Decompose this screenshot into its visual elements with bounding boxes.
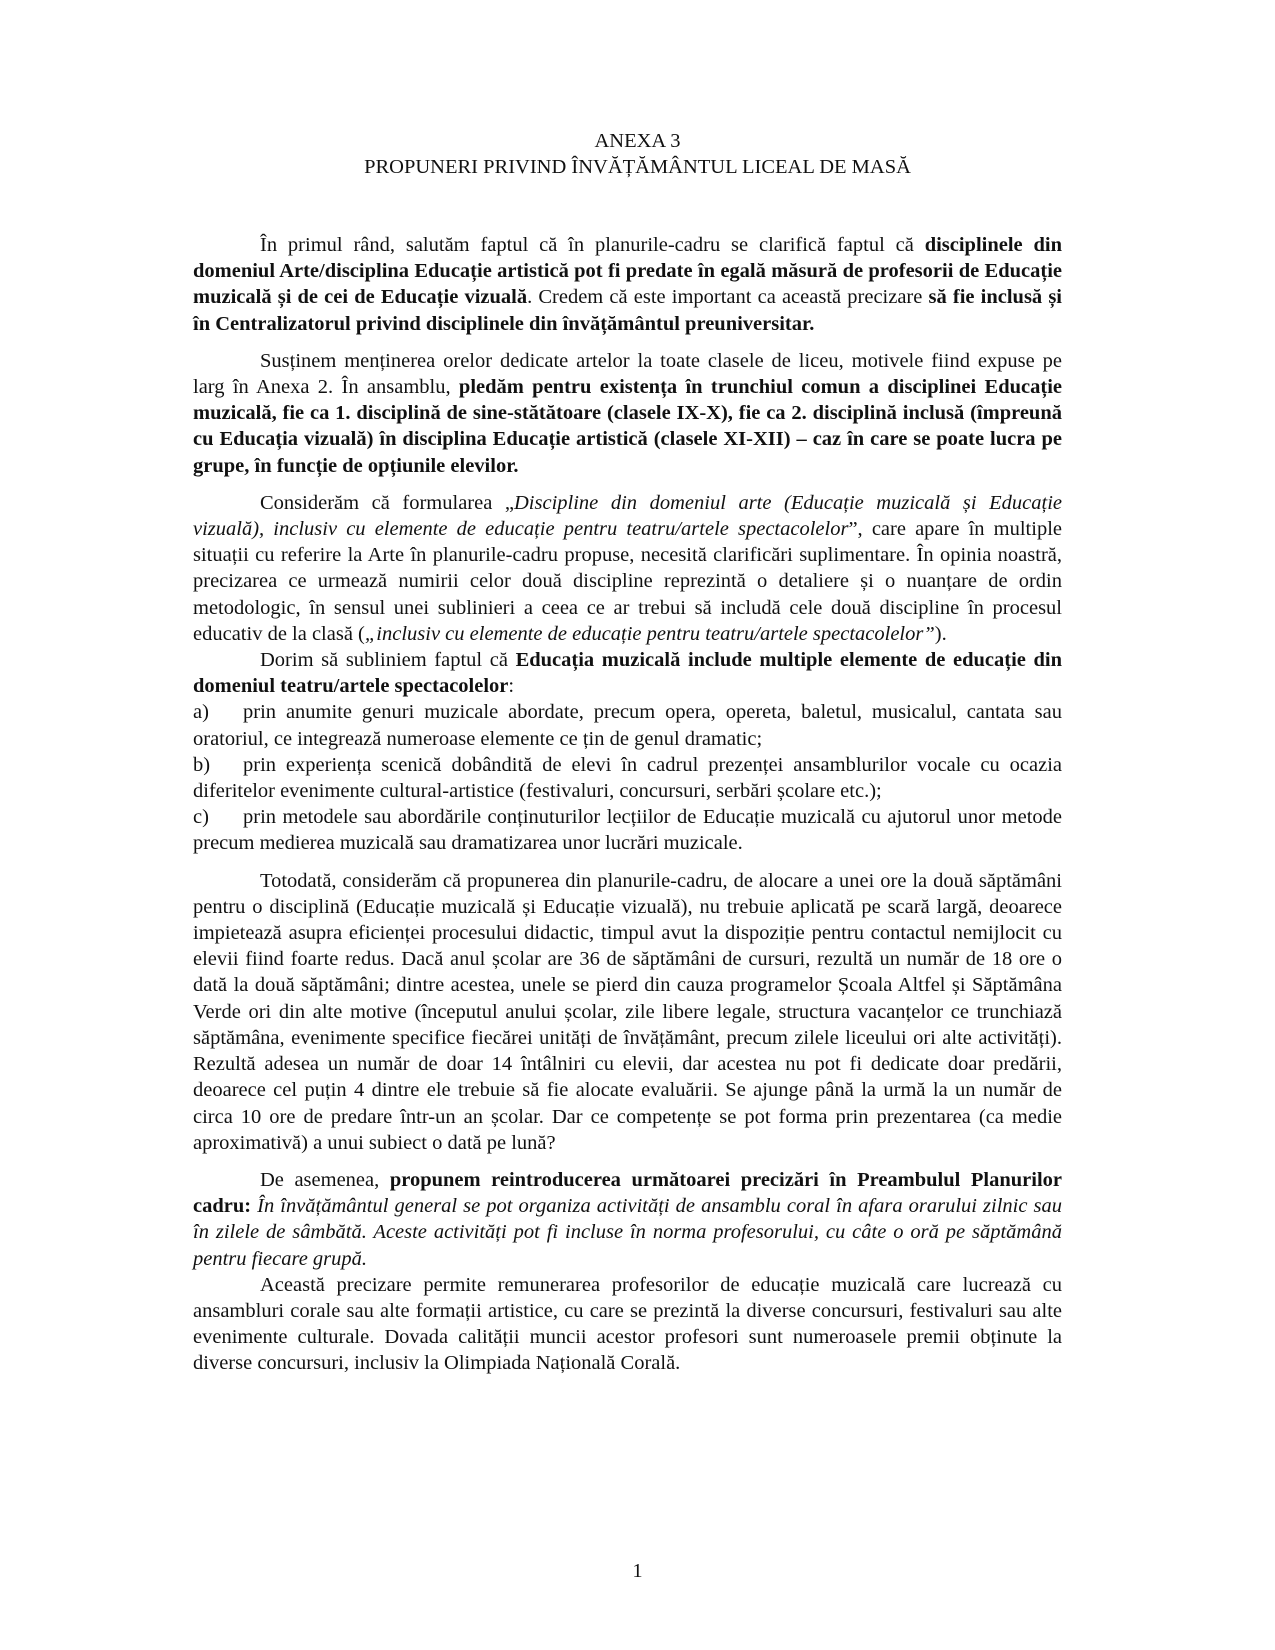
emphasis: să fie inclusă și în Centralizatorul privind disciplinele din învățământul preuniversitar. (193, 286, 1062, 335)
list-marker: a) (193, 701, 209, 724)
emphasis: Educația muzicală include multiple elemente de educație din domeniul teatru/artele spectacolelor (193, 649, 1062, 698)
emphasis: pledăm pentru existența în trunchiul comun a disciplinei Educație muzicală, fie ca 1. disciplină de sine-stătătoare (clasele IX-X), fie ca 2. disciplină inclusă (împreună cu Educația vizuală) în disciplina Educație artistică (clasele XI-XII) – caz în care se poate lucra pe grupe, în funcție de opțiunile elevilor. (193, 376, 1062, 477)
emphasis: disciplinele din domeniul Arte/disciplina Educație artistică pot fi predate în egală măsură de profesorii de Educație muzicală și de cei de Educație vizuală (193, 234, 1062, 309)
paragraph-remuneration: Această precizare permite remunerarea profesorilor de educație muzicală care lucrează cu ansambluri corale sau alte formații artistice, cu care se prezintă la diverse concursuri, festivaluri sau alte evenimente culturale. Dovada calității muncii acestor profesori sunt numeroasele premii obținute la diverse concursuri, inclusiv la Olimpiada Națională Corală. (193, 1273, 1062, 1375)
quote: „inclusiv cu elemente de educație pentru teatru/artele spectacolelor” (364, 622, 935, 645)
list-marker: c) (193, 806, 209, 829)
document-body (193, 232, 1062, 1377)
list-marker: b) (193, 753, 211, 776)
quote: Discipline din domeniul arte (Educație muzicală și Educație vizuală), inclusiv cu elemente de educație pentru teatru/artele spectacolelor (193, 491, 1063, 541)
paragraph-emphasis: Dorim să subliniem faptul că Educația muzicală include multiple elemente de educație din domeniul teatru/artele spectacolelor: (193, 649, 1062, 698)
annex-label: ANEXA 3 (594, 130, 681, 152)
paragraph-formulation: Considerăm că formularea „Discipline din domeniul arte (Educație muzicală și Educație vizuală), inclusiv cu elemente de educație pentru teatru/artele spectacolelor”, care apare în multiple situații cu referire la Arte în planurile-cadru propuse, necesită clarificări suplimentare. În opinia noastră, precizarea ce urmează numirii celor două discipline reprezintă o detaliere și o nuanțare de ordin metodologic, în sensul unei sublinieri a ceea ce ar trebui să includă cele două discipline în procesul educativ de la clasă („inclusiv cu elemente de educație pentru teatru/artele spectacolelor”). (193, 491, 1063, 645)
paragraph-intro: În primul rând, salutăm faptul că în planurile-cadru se clarifică faptul că disciplinele din domeniul Arte/disciplina Educație artistică pot fi predate în egală măsură de profesorii de Educație muzicală și de cei de Educație vizuală. Credem că este important ca această precizare să fie inclusă și în Centralizatorul privind disciplinele din învățământul preuniversitar. (193, 234, 1062, 335)
list-item: b) prin experiența scenică dobândită de elevi în cadrul prezenței ansamblurilor vocale cu ocazia diferitelor evenimente cultural-artistice (festivaluri, concursuri, serbări școlare etc.); (193, 753, 1062, 803)
list-item: a) prin anumite genuri muzicale abordate, precum opera, opereta, baletul, musicalul, cantata sau oratoriul, ce integrează numeroase elemente ce țin de genul dramatic; (193, 701, 1062, 750)
paragraph-schedule: Totodată, considerăm că propunerea din planurile-cadru, de alocare a unei ore la două săptămâni pentru o disciplină (Educație muzicală și Educație vizuală), nu trebuie aplicată pe scară largă, deoarece impietează asupra eficienței procesului didactic, timpul avut la dispoziție pentru contactul nemijlocit cu elevii fiind foarte redus. Dacă anul școlar are 36 de săptămâni de cursuri, rezultă un număr de 18 ore o dată la două săptămâni; dintre acestea, unele se pierd din cauza programelor Școala Altfel și Săptămâna Verde ori din alte motive (începutul anului școlar, zile libere legale, structura vacanțelor ce trunchiază săptămâna, evenimente specifice fiecărei unități de învățământ, precum zilele liceului ori alte activități). Rezultă adesea un număr de doar 14 întâlniri cu elevii, dar acestea nu pot fi dedicate doar predării, deoarece cel puțin 4 dintre ele trebuie să fie alocate evaluării. Se ajunge până la urmă la un număr de circa 10 ore de predare într-un an școlar. Dar ce competențe se pot forma prin prezentarea (ca medie aproximativă) a unui subiect o dată pe lună? (193, 869, 1062, 1154)
emphasis: propunem reintroducerea următoarei precizări în Preambulul Planurilor cadru: (193, 1168, 1063, 1218)
paragraph-support: Susținem menținerea orelor dedicate artelor la toate clasele de liceu, motivele fiind expuse pe larg în Anexa 2. În ansamblu, pledăm pentru existența în trunchiul comun a disciplinei Educație muzicală, fie ca 1. disciplină de sine-stătătoare (clasele IX-X), fie ca 2. disciplină inclusă (împreună cu Educația vizuală) în disciplina Educație artistică (clasele XI-XII) – caz în care se poate lucra pe grupe, în funcție de opțiunile elevilor. (193, 349, 1062, 477)
page-title: PROPUNERI PRIVIND ÎNVĂȚĂMÂNTUL LICEAL DE MASĂ (364, 156, 911, 178)
page-number: 1 (632, 1560, 643, 1582)
paragraph-proposal: De asemenea, propunem reintroducerea următoarei precizări în Preambulul Planurilor cadru: În învățământul general se pot organiza activități de ansamblu coral în afara orarului zilnic sau în zilele de sâmbătă. Aceste activități pot fi incluse în norma profesorului, cu câte o oră pe săptămână pentru fiecare grupă. (193, 1168, 1063, 1270)
list-item: c) prin metodele sau abordările conținuturilor lecțiilor de Educație muzicală cu ajutorul unor metode precum medierea muzicală sau dramatizarea unor lucrări muzicale. (193, 806, 1062, 855)
quote: În învățământul general se pot organiza activități de ansamblu coral în afara orarului zilnic sau în zilele de sâmbătă. Aceste activități pot fi incluse în norma profesorului, cu câte o oră pe săptămână pentru fiecare grupă. (193, 1195, 1062, 1270)
